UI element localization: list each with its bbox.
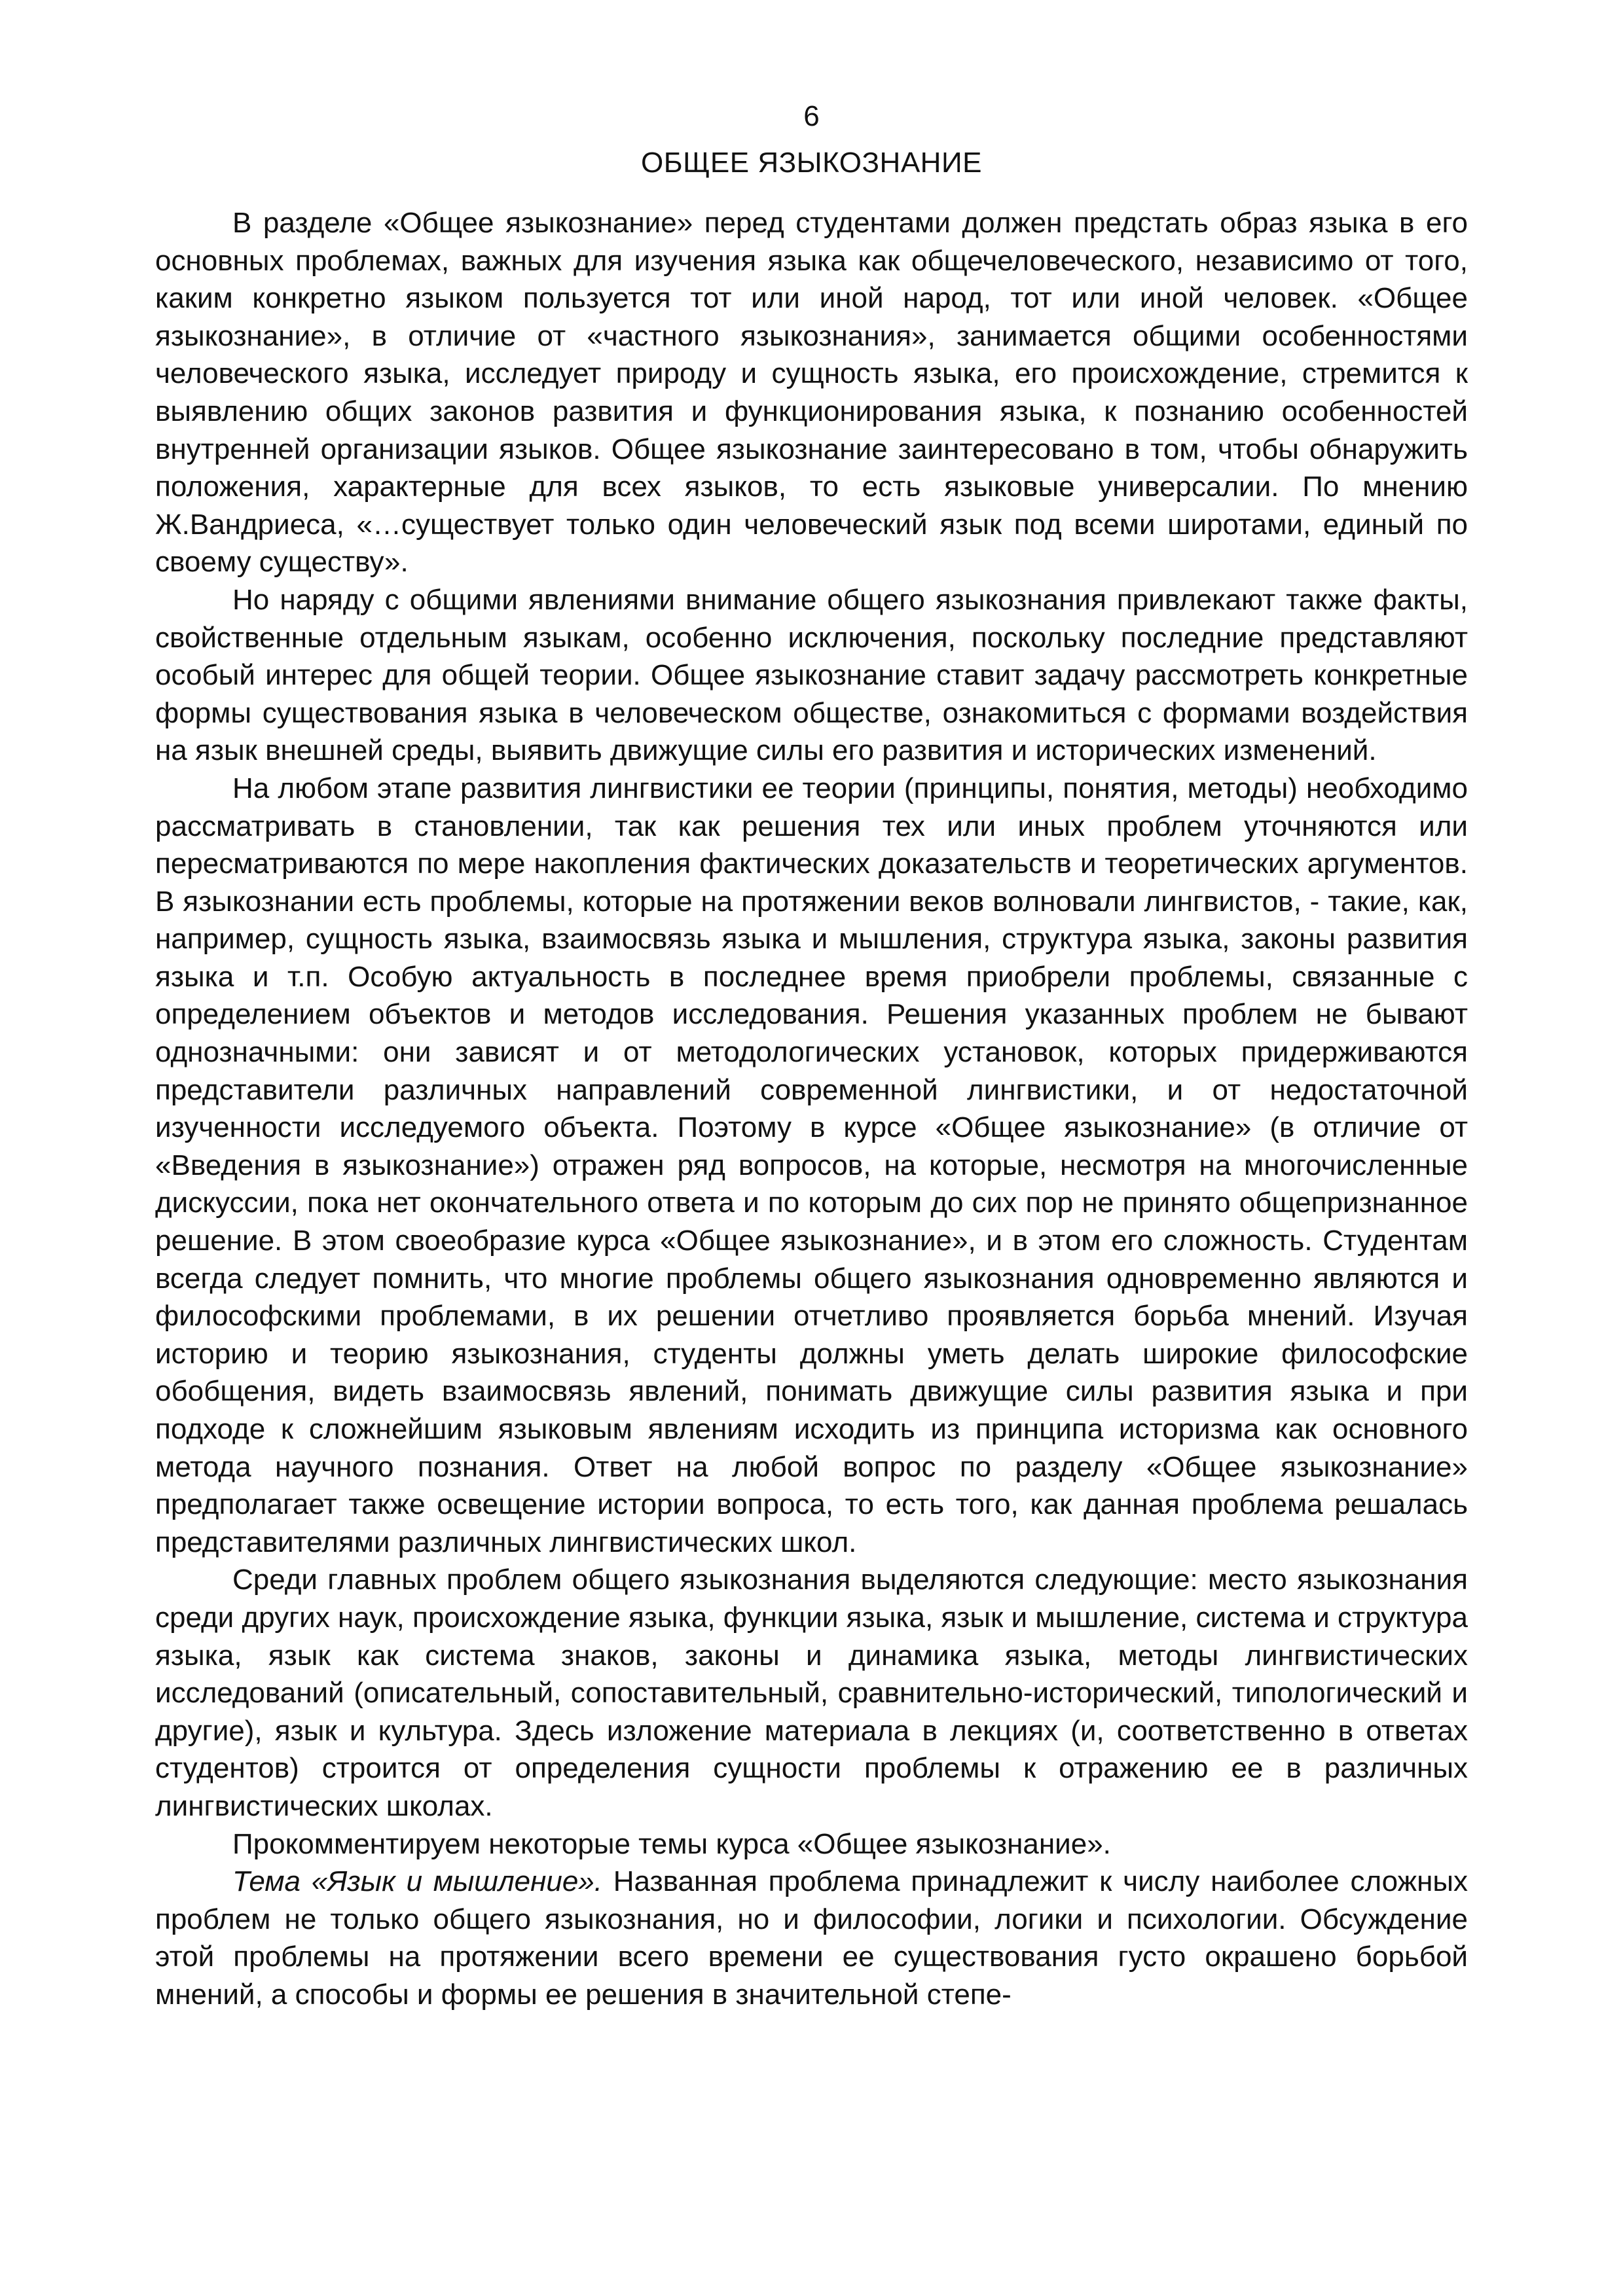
paragraph-intro: В разделе «Общее языкознание» перед студентами должен предстать образ языка в его основных проблемах, важных для изучения языка как общечеловеческого, независимо от того, каким конкретно языком пользуется тот или иной народ, тот или иной человек. «Общее языкознание», в отличие от «частного языкознания», занимается общими особенностями человеческого языка, исследует природу и сущность языка, его происхождение, стремится к выявлению общих законов развития и функционирования языка, к познанию особенностей внутренней организации языков. Общее языкознание заинтересовано в том, чтобы обнаружить положения, характерные для всех языков, то есть языковые универсалии. По мнению Ж.Вандриеса, «…существует только один человеческий язык под всеми широтами, единый по своему существу».: [155, 207, 1468, 579]
section-title: ОБЩЕЕ ЯЗЫКОЗНАНИЕ: [641, 147, 982, 179]
page-number: 6: [803, 100, 820, 132]
paragraph-comment-topics: Прокомментируем некоторые темы курса «Общее языкознание».: [232, 1827, 1111, 1860]
topic-text: Названная проблема принадлежит к числу наиболее сложных проблем не только общего языкознания, но и философии, логики и психологии. Обсуждение этой проблемы на протяжении всего времени ее существования густо окрашено борьбой мнений, а способы и формы ее решения в значительной степе-: [155, 1865, 1468, 2011]
topic-title: Тема «Язык и мышление».: [232, 1865, 603, 1898]
document-page: [155, 98, 1468, 2014]
paragraph-language-thinking: [155, 1863, 1468, 2013]
paragraph-general-phenomena: Но наряду с общими явлениями внимание общего языкознания привлекают также факты, свойственные отдельным языкам, особенно исключения, поскольку последние представляют особый интерес для общей теории. Общее языкознание ставит задачу рассмотреть конкретные формы существования языка в человеческом обществе, ознакомиться с формами воздействия на язык внешней среды, выявить движущие силы его развития и исторических изменений.: [155, 583, 1468, 767]
paragraph-main-problems: Среди главных проблем общего языкознания выделяются следующие: место языкознания среди других наук, происхождение языка, функции языка, язык и мышление, система и структура языка, язык как система знаков, законы и динамика языка, методы лингвистических исследований (описательный, сопоставительный, сравнительно-исторический, типологический и другие), язык и культура. Здесь изложение материала в лекциях (и, соответственно в ответах студентов) строится от определения сущности проблемы к отражению ее в различных лингвистических школах.: [155, 1564, 1468, 1822]
paragraph-theory-development: На любом этапе развития лингвистики ее теории (принципы, понятия, методы) необходимо рассматривать в становлении, так как решения тех или иных проблем уточняются или пересматриваются по мере накопления фактических доказательств и теоретических аргументов. В языкознании есть проблемы, которые на протяжении веков волновали лингвистов, - такие, как, например, сущность языка, взаимосвязь языка и мышления, структура языка, законы развития языка и т.п. Особую актуальность в последнее время приобрели проблемы, связанные с определением объектов и методов исследования. Решения указанных проблем не бывают однозначными: они зависят и от методологических установок, которых придерживаются представители различных направлений современной лингвистики, и от недостаточной изученности исследуемого объекта. Поэтому в курсе «Общее языкознание» (в отличие от «Введения в языкознание») отражен ряд вопросов, на которые, несмотря на многочисленные дискуссии, пока нет окончательного ответа и по которым до сих пор не принято общепризнанное решение. В этом своеобразие курса «Общее языкознание», и в этом его сложность. Студентам всегда следует помнить, что многие проблемы общего языкознания одновременно являются и философскими проблемами, в их решении отчетливо проявляется борьба мнений. Изучая историю и теорию языкознания, студенты должны уметь делать широкие философские обобщения, видеть взаимосвязь явлений, понимать движущие силы развития языка и при подходе к сложнейшим языковым явлениям исходить из принципа историзма как основного метода научного познания. Ответ на любой вопрос по разделу «Общее языкознание» предполагает также освещение истории вопроса, то есть того, как данная проблема решалась представителями различных лингвистических школ.: [155, 772, 1468, 1558]
